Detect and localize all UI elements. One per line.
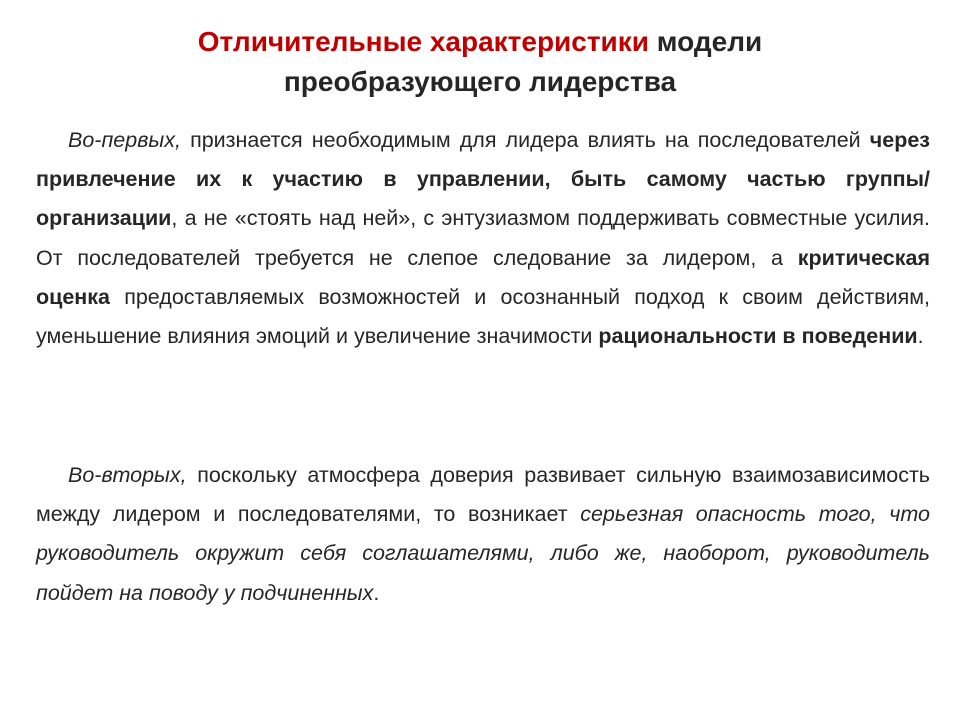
title-accent: Отличительные характеристики bbox=[197, 26, 649, 57]
paragraph-first-text-4: . bbox=[917, 324, 924, 349]
paragraph-first-text-3: предоставляемых возможностей и осознанный подход к своим действиям, уменьшение влияния эмоций и увеличение значимости bbox=[36, 284, 930, 349]
paragraph-first-bold-1: через привлечение их к участию в управлении, быть самому частью группы/организации bbox=[36, 128, 930, 231]
paragraph-second-text-1: поскольку атмосфера доверия развивает сильную взаимозависимость между лидером и последователями, то возникает bbox=[36, 463, 930, 527]
title-line2: преобразующего лидерства bbox=[283, 66, 677, 97]
paragraph-second-text-2: . bbox=[373, 580, 380, 605]
paragraph-first-intro: Во-первых, bbox=[68, 128, 181, 152]
paragraph-first bbox=[36, 121, 930, 356]
paragraph-second-intro: Во-вторых, bbox=[68, 463, 187, 487]
paragraph-second bbox=[36, 456, 930, 613]
title-line1-rest: модели bbox=[649, 26, 763, 57]
paragraph-first-text-2: , а не «стоять над ней», с энтузиазмом поддерживать совместные усилия. От последователей требуется не слепое следование за лидером, а bbox=[36, 206, 930, 270]
paragraph-second-italic: серьезная опасность того, что руководитель окружит себя соглашателями, либо же, наоборот, руководитель пойдет на поводу у подчиненных bbox=[36, 502, 930, 605]
paragraph-first-bold-3: рациональности в поведении bbox=[598, 324, 918, 349]
paragraph-first-text-1: признается необходимым для лидера влиять на последователей bbox=[180, 128, 870, 152]
slide-title bbox=[60, 22, 900, 102]
paragraph-first-bold-2: критическая оценка bbox=[36, 245, 930, 309]
